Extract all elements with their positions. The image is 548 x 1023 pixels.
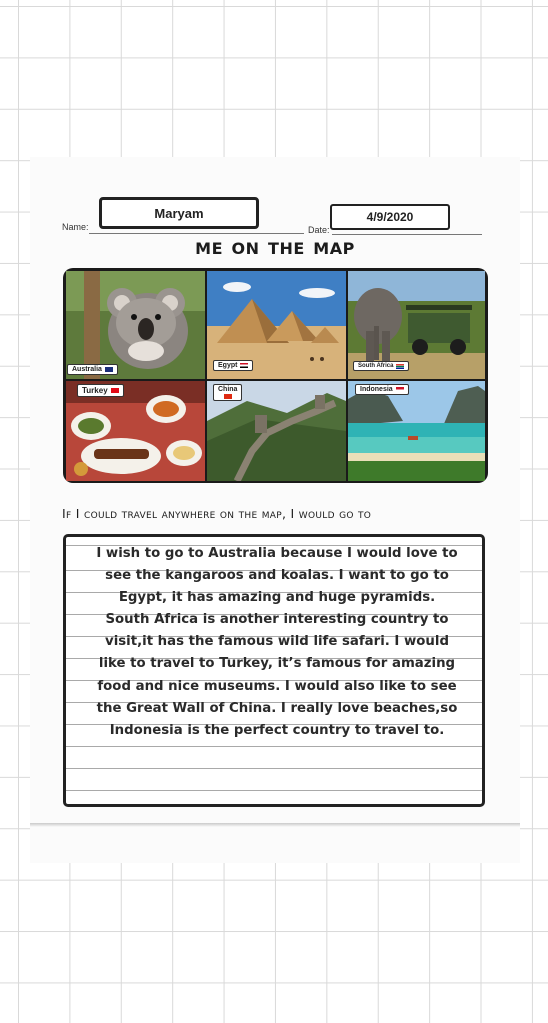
country-name: South Africa bbox=[358, 363, 394, 369]
country-label-turkey bbox=[77, 384, 124, 397]
koala-icon bbox=[66, 271, 205, 379]
writing-prompt: If I could travel anywhere on the map, I would go to bbox=[62, 506, 372, 521]
country-label-south-africa bbox=[353, 361, 409, 371]
country-name: Australia bbox=[72, 366, 102, 373]
south-africa-flag-icon bbox=[396, 364, 404, 369]
date-field[interactable]: 4/9/2020 bbox=[330, 204, 450, 230]
page-shadow bbox=[30, 823, 520, 827]
page-title: me on the map bbox=[195, 234, 355, 260]
name-field[interactable]: Maryam bbox=[99, 197, 259, 229]
answer-text: I wish to go to Australia because I would love to see the kangaroos and koalas. I want to go to Egypt, it has amazing and huge pyramids. South Africa is another interesting country to visit,it has the famous wild life safari. I would like to travel to Turkey, it’s famous for amazing food and nice museums. I would also like to see the Great Wall of China. I really love beaches,so Indonesia is the perfect country to travel to. bbox=[96, 546, 458, 738]
country-name: Egypt bbox=[218, 362, 238, 369]
egypt-flag-icon bbox=[240, 363, 248, 368]
photo-collage bbox=[63, 268, 488, 483]
country-label-australia bbox=[67, 364, 118, 375]
turkey-flag-icon bbox=[111, 388, 119, 393]
name-label: Name: bbox=[62, 222, 89, 232]
photo-indonesia bbox=[348, 381, 485, 481]
date-label: Date: bbox=[308, 225, 330, 235]
australia-flag-icon bbox=[105, 367, 113, 372]
country-label-china bbox=[213, 384, 242, 401]
beach-icon bbox=[348, 381, 485, 481]
country-name: Turkey bbox=[82, 386, 108, 395]
china-flag-icon bbox=[224, 394, 232, 399]
indonesia-flag-icon bbox=[396, 387, 404, 392]
country-label-egypt bbox=[213, 360, 253, 371]
country-label-indonesia bbox=[355, 384, 409, 395]
country-name: China bbox=[218, 386, 238, 393]
photo-australia bbox=[66, 271, 205, 379]
country-name: Indonesia bbox=[360, 386, 393, 393]
